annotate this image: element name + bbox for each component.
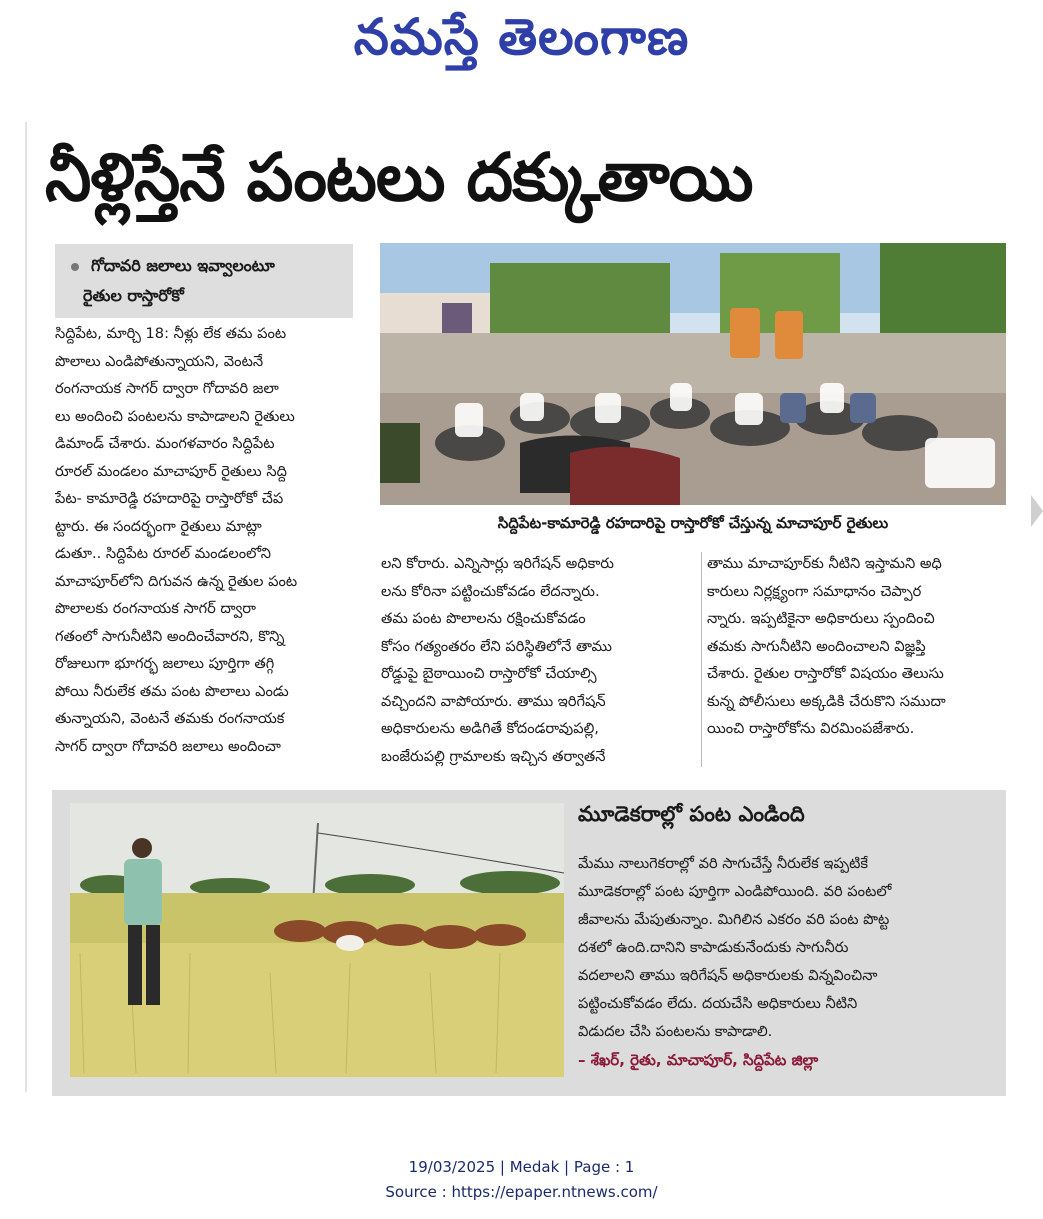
article-line: లు అందించి పంటలను కాపాడాలని రైతులు: [55, 407, 295, 425]
masthead: [0, 0, 1043, 80]
article-line: రోడ్డుపై బైఠాయించి రాస్తారోకో చేయాల్సి: [381, 665, 597, 682]
article-line: సాగర్ ద్వారా గోదావరి జలాలు అందించా: [55, 737, 281, 755]
article-line: తమకు సాగునీటిని అందించాలని విజ్ఞప్తి: [707, 637, 926, 655]
article-line: రంగనాయక సాగర్ ద్వారా గోదావరి జలా: [55, 380, 279, 397]
footer-date-edition: 19/03/2025 | Medak | Page : 1: [408, 1158, 635, 1176]
footer-source: Source : https://epaper.ntnews.com/: [385, 1183, 658, 1201]
box-quote-text: [578, 850, 988, 1046]
article-line: బంజేరుపల్లి గ్రామాలకు ఇచ్చిన తర్వాతనే: [381, 747, 606, 765]
quote-signoff: – శేఖర్, రైతు, మాచాపూర్, సిద్దిపేట జిల్లా: [578, 1051, 819, 1069]
article-line: డుతూ.. సిద్దిపేట రూరల్ మండలంలోని: [55, 545, 272, 562]
kicker-box: [55, 244, 353, 318]
article-line: డిమాండ్ చేశారు. మంగళవారం సిద్దిపేట: [55, 435, 275, 452]
article-line: రోజులుగా భూగర్భ జలాలు పూర్తిగా తగ్గి: [55, 655, 275, 672]
kicker-line-1: గోదావరి జలాలు ఇవ్వాలంటూ: [91, 256, 275, 275]
quote-line: జీవాలను మేపుతున్నాం. మిగిలిన ఎకరం వరి పంట పొట్ట: [578, 911, 890, 928]
article-line: అధికారులను అడిగితే కోదండరావుపల్లి,: [381, 720, 599, 737]
article-line: తమ పంట పొలాలను రక్షించుకోవడం: [381, 610, 586, 627]
article-line: మాచాపూర్‌లోని దిగువన ఉన్న రైతుల పంట: [55, 572, 298, 590]
article-column-3: [707, 550, 1007, 743]
column-separator: [701, 552, 702, 767]
article-line: పొలాలు ఎండిపోతున్నాయని, వెంటనే: [55, 352, 264, 370]
bullet-icon: [71, 263, 79, 271]
masthead-logo: నమస్తే తెలంగాణ: [353, 8, 690, 66]
box-title: మూడెకరాల్లో పంట ఎండింది: [578, 802, 805, 826]
quote-line: దశలో ఉంది.దానిని కాపాడుకునేందుకు సాగునీరు: [578, 939, 849, 956]
quote-line: వదలాలని తాము ఇరిగేషన్ అధికారులకు విన్నవించినా: [578, 967, 878, 984]
protest-photo: [380, 243, 1006, 505]
article-line: కారులు నిర్లక్ష్యంగా సమాధానం చెప్పార: [707, 582, 922, 600]
headline: నీళ్లిస్తేనే పంటలు దక్కుతాయి: [45, 139, 753, 216]
quote-line: మేము నాలుగెకరాల్లో వరి సాగుచేస్తే నీరులేక ఇప్పటికే: [578, 855, 868, 872]
farmer-field-photo: [70, 803, 564, 1077]
page-footer: [0, 1155, 1043, 1205]
article-line: సిద్దిపేట, మార్చి 18: నీళ్లు లేక తమ పంట: [55, 325, 287, 342]
article-line: పొలాలకు రంగనాయక సాగర్ ద్వారా: [55, 600, 256, 617]
quote-line: మూడెకరాల్లో పంట పూర్తిగా ఎండిపోయింది. వరి పంటలో: [578, 883, 892, 900]
next-page-arrow-icon[interactable]: [1031, 495, 1043, 527]
article-line: పోయి నీరులేక తమ పంట పొలాలు ఎండు: [55, 682, 289, 700]
article-line: న్నారు. ఇప్పటికైనా అధికారులు స్పందించి: [707, 610, 935, 627]
article-line: యించి రాస్తారోకోను విరమింపజేశారు.: [707, 720, 915, 737]
quote-line: పట్టించుకోవడం లేదు. దయచేసి అధికారులు నీటిని: [578, 995, 858, 1012]
article-line: తాము మాచాపూర్‌కు నీటిని ఇస్తామని అధి: [707, 555, 942, 572]
article-column-2: [381, 550, 693, 770]
article-line: తున్నాయని, వెంటనే తమకు రంగనాయక: [55, 710, 285, 727]
article-column-1: [55, 320, 360, 760]
article-line: కున్న పోలీసులు అక్కడికి చేరుకొని సముదా: [707, 692, 946, 710]
article-line: వచ్చిందని వాపోయారు. తాము ఇరిగేషన్: [381, 692, 606, 710]
kicker-line-2: రైతుల రాస్తారోకో: [83, 286, 184, 305]
photo-caption: సిద్దిపేట-కామారెడ్డి రహదారిపై రాస్తారోకో చేస్తున్న మాచాపూర్ రైతులు: [497, 514, 889, 532]
article-line: రూరల్ మండలం మాచాపూర్ రైతులు సిద్ది: [55, 462, 287, 480]
article-line: చేశారు. రైతుల రాస్తారోకో విషయం తెలుసు: [707, 665, 944, 682]
article-line: ట్టారు. ఈ సందర్భంగా రైతులు మాట్లా: [55, 517, 262, 535]
quote-line: విడుదల చేసి పంటలను కాపాడాలి.: [578, 1023, 773, 1040]
article-line: పేట- కామారెడ్డి రహదారిపై రాస్తారోకో చేప: [55, 490, 284, 507]
article-line: లని కోరారు. ఎన్నిసార్లు ఇరిగేషన్ అధికారు: [381, 555, 614, 572]
article-line: కోసం గత్యంతరం లేని పరిస్థితిలోనే తాము: [381, 637, 612, 655]
left-margin-rule: [25, 122, 27, 1092]
article-line: గతంలో సాగునీటిని అందించేవారని, కొన్ని: [55, 627, 285, 645]
article-line: లను కోరినా పట్టించుకోవడం లేదన్నారు.: [381, 582, 600, 600]
